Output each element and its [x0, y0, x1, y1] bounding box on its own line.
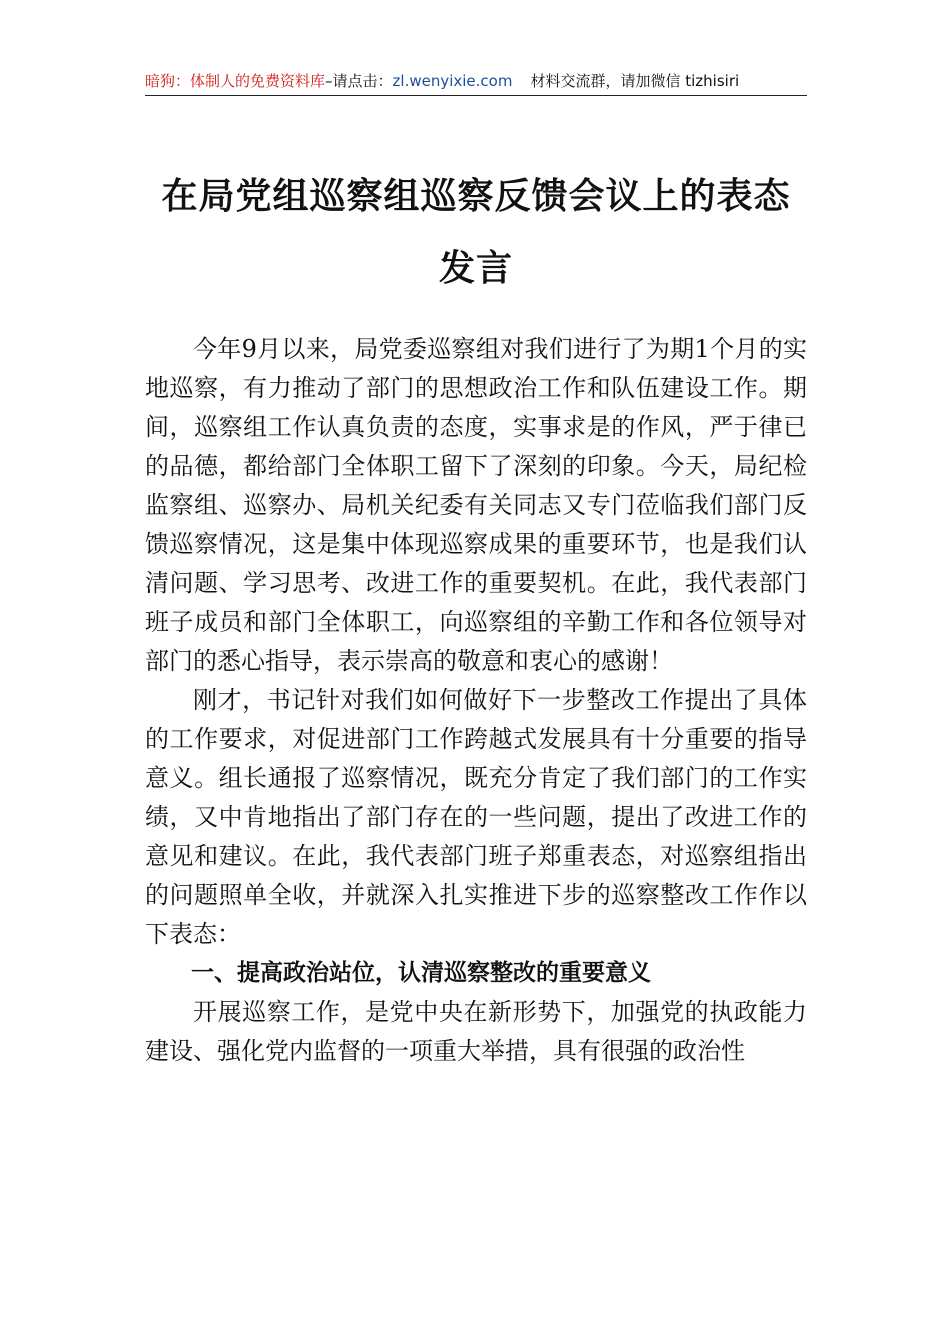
- header-divider: [145, 95, 807, 96]
- header-group-note: 材料交流群，请加微信 tizhisiri: [530, 72, 740, 90]
- body-paragraph-1: 今年9月以来，局党委巡察组对我们进行了为期1个月的实地巡察，有力推动了部门的思想政治工作和队伍建设工作。期间，巡察组工作认真负责的态度，实事求是的作风，严于律已的品德，都给部门全体职工留下了深刻的印象。今天，局纪检监察组、巡察办、局机关纪委有关同志又专门莅临我们部门反馈巡察情况，这是集中体现巡察成果的重要环节，也是我们认清问题、学习思考、改进工作的重要契机。在此，我代表部门班子成员和部门全体职工，向巡察组的辛勤工作和各位领导对部门的悉心指导，表示崇高的敬意和衷心的感谢！: [145, 335, 807, 675]
- page-header: [145, 70, 807, 94]
- header-brand: 暗狗：体制人的免费资料库: [145, 72, 326, 90]
- header-click-prompt: –请点击：: [325, 72, 393, 90]
- document-title: 在局党组巡察组巡察反馈会议上的表态发言: [161, 175, 791, 289]
- header-url-link[interactable]: zl.wenyixie.com: [392, 72, 513, 90]
- body-paragraph-2: 刚才，书记针对我们如何做好下一步整改工作提出了具体的工作要求，对促进部门工作跨越式发展具有十分重要的指导意义。组长通报了巡察情况，既充分肯定了我们部门的工作实绩，又中肯地指出了部门存在的一些问题，提出了改进工作的意见和建议。在此，我代表部门班子郑重表态，对巡察组指出的问题照单全收，并就深入扎实推进下步的巡察整改工作作以下表态：: [145, 686, 807, 948]
- section-paragraph-1: 开展巡察工作，是党中央在新形势下，加强党的执政能力建设、强化党内监督的一项重大举措，具有很强的政治性: [145, 998, 807, 1065]
- section-heading-1: 一、提高政治站位，认清巡察整改的重要意义: [191, 960, 651, 986]
- document-body: [145, 330, 807, 1071]
